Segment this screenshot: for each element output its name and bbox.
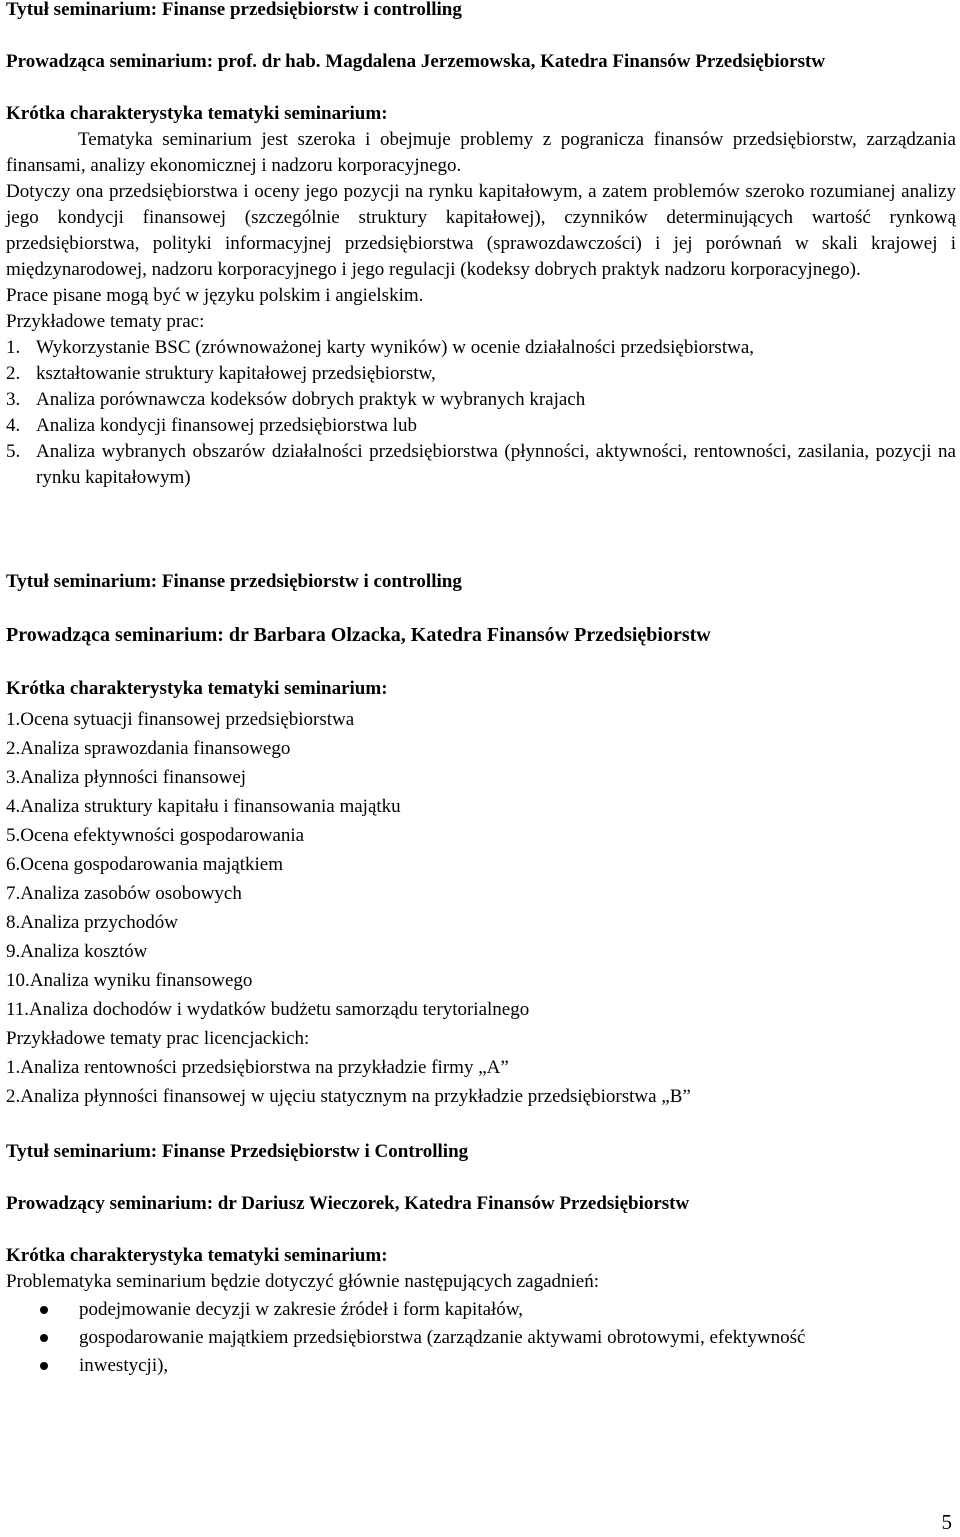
list-item: podejmowanie decyzji w zakresie źródeł i form kapitałów, xyxy=(6,1296,956,1323)
seminar-1-topics-list xyxy=(6,335,956,491)
list-item: 9.Analiza kosztów xyxy=(6,941,148,962)
bullet-icon xyxy=(40,1306,48,1314)
page-number: 5 xyxy=(941,1510,952,1534)
seminar-1-paragraph-1: Tematyka seminarium jest szeroka i obejmuje problemy z pogranicza finansów przedsiębiorstw, zarządzania finansami, analizy ekonomicznej i nadzoru korporacyjnego. xyxy=(6,129,956,176)
list-item: 4.Analiza struktury kapitału i finansowania majątku xyxy=(6,796,401,817)
list-item: 8.Analiza przychodów xyxy=(6,912,178,933)
list-item: 2. kształtowanie struktury kapitałowej przedsiębiorstw, xyxy=(6,363,436,384)
seminar-1-characteristics-heading: Krótka charakterystyka tematyki seminarium: xyxy=(6,103,388,124)
list-item: 5. Analiza wybranych obszarów działalności przedsiębiorstwa (płynności, aktywności, rentowności, zasilania, pozycji na rynku kapitałowym) xyxy=(6,441,956,488)
list-item: gospodarowanie majątkiem przedsiębiorstwa (zarządzanie aktywami obrotowymi, efektywność xyxy=(6,1324,956,1351)
document-page xyxy=(6,0,956,1380)
list-item: 10.Analiza wyniku finansowego xyxy=(6,970,253,991)
list-item: 2.Analiza płynności finansowej w ujęciu statycznym na przykładzie przedsiębiorstwa „B” xyxy=(6,1086,691,1107)
list-item: 1. Wykorzystanie BSC (zrównoważonej karty wyników) w ocenie działalności przedsiębiorstwa, xyxy=(6,337,755,358)
list-item: 2.Analiza sprawozdania finansowego xyxy=(6,738,291,759)
list-item: 1.Analiza rentowności przedsiębiorstwa na przykładzie firmy „A” xyxy=(6,1057,509,1078)
seminar-2-bachelor-topics-list xyxy=(6,1053,956,1111)
list-item: 7.Analiza zasobów osobowych xyxy=(6,883,242,904)
seminar-1-paragraph-3: Prace pisane mogą być w języku polskim i angielskim. xyxy=(6,285,424,306)
list-item: 3.Analiza płynności finansowej xyxy=(6,767,247,788)
seminar-3-title: Tytuł seminarium: Finanse Przedsiębiorstw i Controlling xyxy=(6,1141,469,1162)
list-item: 4. Analiza kondycji finansowej przedsiębiorstwa lub xyxy=(6,415,417,436)
seminar-3-characteristics-heading: Krótka charakterystyka tematyki seminarium: xyxy=(6,1245,388,1266)
list-item: 11.Analiza dochodów i wydatków budżetu samorządu terytorialnego xyxy=(6,999,530,1020)
list-item: inwestycji), xyxy=(6,1352,956,1379)
list-item: 1.Ocena sytuacji finansowej przedsiębiorstwa xyxy=(6,709,355,730)
list-item: 6.Ocena gospodarowania majątkiem xyxy=(6,854,283,875)
seminar-2-lecturer: Prowadząca seminarium: dr Barbara Olzacka, Katedra Finansów Przedsiębiorstw xyxy=(6,624,711,646)
bullet-icon xyxy=(40,1362,48,1370)
seminar-2-characteristics-heading: Krótka charakterystyka tematyki seminarium: xyxy=(6,678,388,699)
seminar-3-lecturer: Prowadzący seminarium: dr Dariusz Wieczorek, Katedra Finansów Przedsiębiorstw xyxy=(6,1193,690,1214)
seminar-2-title: Tytuł seminarium: Finanse przedsiębiorstw i controlling xyxy=(6,571,462,592)
list-item: 5.Ocena efektywności gospodarowania xyxy=(6,825,305,846)
seminar-2-items-list xyxy=(6,705,956,1024)
list-item: 3. Analiza porównawcza kodeksów dobrych praktyk w wybranych krajach xyxy=(6,389,586,410)
seminar-3-intro: Problematyka seminarium będzie dotyczyć głównie następujących zagadnień: xyxy=(6,1271,600,1292)
seminar-1-paragraph-2: Dotyczy ona przedsiębiorstwa i oceny jego pozycji na rynku kapitałowym, a zatem problemów szeroko rozumianej analizy jego kondycji finansowej (szczególnie struktury kapitałowej), czynników determinujących wartość rynkową przedsiębiorstwa, polityki informacyjnej przedsiębiorstwa (sprawozdawczości) i jej porównań w skali krajowej i międzynarodowej, nadzoru korporacyjnego i jego regulacji (kodeksy dobrych praktyk nadzoru korporacyjnego). xyxy=(6,181,956,280)
seminar-1-title: Tytuł seminarium: Finanse przedsiębiorstw i controlling xyxy=(6,0,462,20)
seminar-1-topics-heading: Przykładowe tematy prac: xyxy=(6,311,205,332)
seminar-1-lecturer: Prowadząca seminarium: prof. dr hab. Magdalena Jerzemowska, Katedra Finansów Przedsiębiorstw xyxy=(6,51,826,72)
seminar-2-bachelor-topics-heading: Przykładowe tematy prac licencjackich: xyxy=(6,1028,310,1049)
bullet-icon xyxy=(40,1334,48,1342)
seminar-3-bullet-list xyxy=(6,1296,956,1379)
